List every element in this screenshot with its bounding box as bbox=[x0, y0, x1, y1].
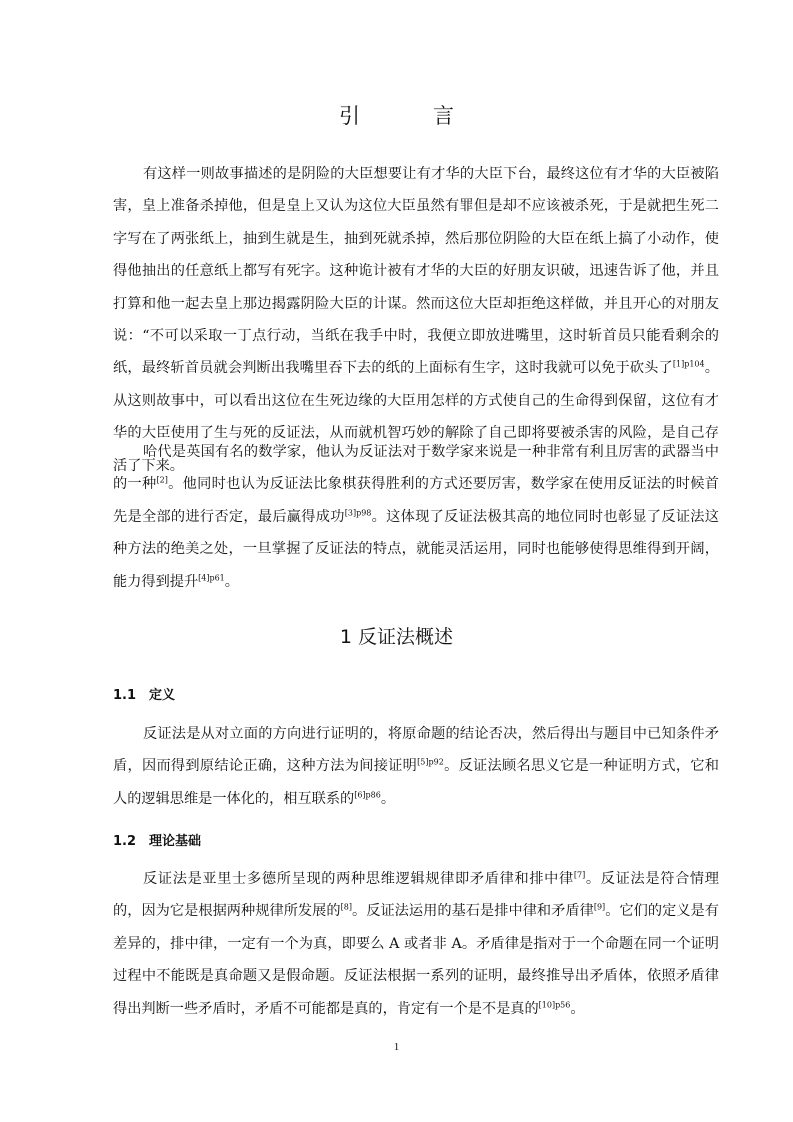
intro-paragraph-2 bbox=[113, 436, 719, 598]
paragraph-text: 。这体现了反证法极其高的地位同时也彰显了反证法这种方法的绝美之处，一旦掌握了反证法的特点，就能灵活运用，同时也能够使得思维得到开阔，能力得到提升 bbox=[113, 508, 719, 590]
paragraph-text: 哈代是英国有名的数学家，他认为反证法对于数学家来说是一种非常有利且厉害的武器当中的一种 bbox=[113, 444, 719, 493]
section-number: 1.2 bbox=[113, 834, 137, 849]
citation: [2] bbox=[156, 475, 168, 485]
citation: [1]p104 bbox=[672, 359, 705, 369]
citation: [9] bbox=[593, 902, 606, 912]
section-heading-1-1 bbox=[113, 684, 175, 703]
section-title: 定义 bbox=[149, 688, 176, 703]
paragraph-text: 。反证法是符合情理的，因为它是根据两种规律所发展的 bbox=[113, 871, 719, 920]
intro-paragraph-1 bbox=[113, 158, 719, 482]
paragraph-text: 。他同时也认为反证法比象棋获得胜利的方式还要厉害，数学家在使用反证法的时候首先是全部的进行否定，最后赢得成功 bbox=[113, 476, 719, 525]
section-title: 理论基础 bbox=[149, 834, 202, 849]
section-1-1-paragraph bbox=[113, 718, 719, 815]
citation: [8] bbox=[340, 902, 352, 912]
paragraph-text: 有这样一则故事描述的是阴险的大臣想要让有才华的大臣下台，最终这位有才华的大臣被陷害，皇上准备杀掉他，但是皇上又认为这位大臣虽然有罪但是却不应该被杀死，于是就把生死二字写在了两张纸上，抽到生就是生，抽到死就杀掉，然后那位阴险的大臣在纸上搞了小动作，使得他抽出的任意纸上都写有死字。这种诡计被有才华的大臣的好朋友识破，迅速告诉了他，并且打算和他一起去皇上那边揭露阴险大臣的计谋。然而这位大臣却拒绝这样做，并且开心的对朋友说：“不可以采取一丁点行动，当纸在我手中时，我便立即放进嘴里，这时斩首员只能看剩余的纸，最终斩首员就会判断出我嘴里吞下去的纸的上面标有生字，这时我就可以免于砍头了 bbox=[113, 166, 719, 377]
intro-title: 引 言 bbox=[339, 104, 480, 128]
page-number: 1 bbox=[393, 1041, 400, 1053]
section-number: 1.1 bbox=[113, 688, 137, 703]
citation: [3]p98 bbox=[344, 508, 372, 518]
citation: [10]p56 bbox=[538, 999, 571, 1009]
paragraph-text: 反证法是亚里士多德所呈现的两种思维逻辑规律即矛盾律和排中律 bbox=[143, 871, 574, 887]
citation: [5]p92 bbox=[417, 757, 444, 767]
paragraph-text: 。 bbox=[380, 790, 396, 807]
paragraph-text: 反证法是从对立面的方向进行证明的，将原命题的结论否决，然后得出与题目中已知条件矛盾，因而得到原结论正确，这种方法为间接证明 bbox=[113, 726, 719, 775]
paragraph-text: 。反证法顾名思义它是一种证明方式，它和人的逻辑思维是一体化的，相互联系的 bbox=[113, 758, 719, 807]
paragraph-text: 。 bbox=[224, 573, 239, 590]
chapter-title: 1 反证法概述 bbox=[339, 626, 454, 648]
section-heading-1-2 bbox=[113, 830, 201, 849]
citation: [6]p86 bbox=[354, 790, 381, 800]
citation: [4]p61 bbox=[198, 572, 225, 582]
citation: [7] bbox=[573, 870, 586, 880]
paragraph-text: 。反证法运用的基石是排中律和矛盾律 bbox=[351, 903, 594, 920]
section-1-2-paragraph bbox=[113, 863, 719, 1025]
paragraph-text: 。它们的定义是有差异的，排中律，一定有一个为真，即要么 A 或者非 A。矛盾律是指对于一个命题在同一个证明过程中不能既是真命题又是假命题。反证法根据一系列的证明，最终推导出矛盾体，依照矛盾律得出判断一些矛盾时，矛盾不可能都是真的，肯定有一个是不是真的 bbox=[113, 903, 719, 1017]
paragraph-text: 。 bbox=[570, 1000, 585, 1017]
paragraph-text: 。从这则故事中，可以看出这位在生死边缘的大臣用怎样的方式使自己的生命得到保留，这位有才华的大臣使用了生与死的反证法，从而就机智巧妙的解除了自己即将要被杀害的风险，是自己存活了下来。 bbox=[113, 360, 719, 474]
